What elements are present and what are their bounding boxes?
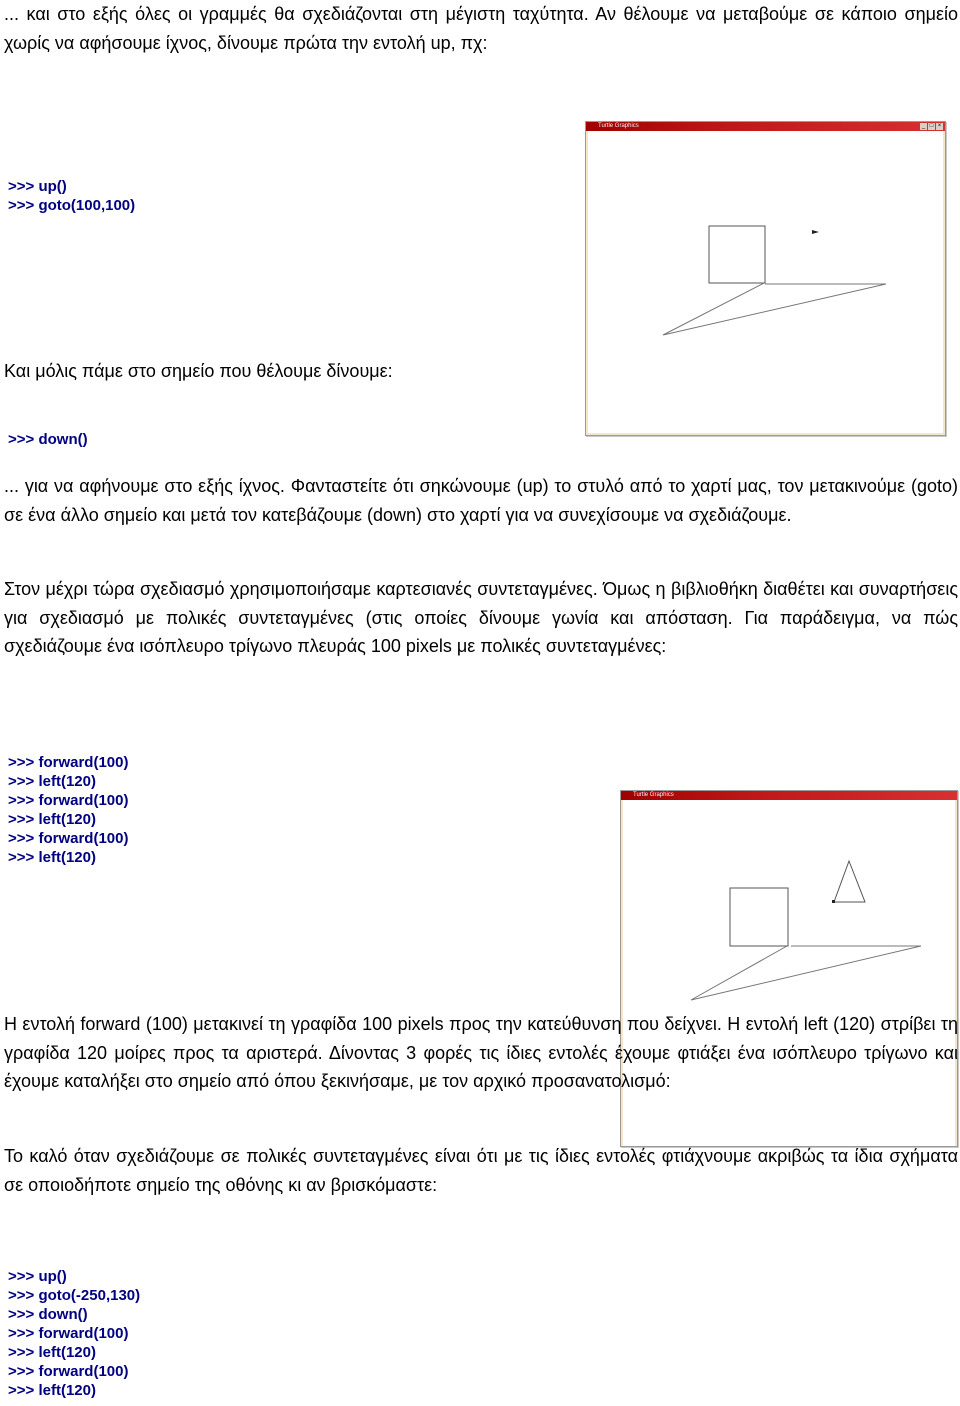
frame-left xyxy=(586,131,588,435)
equilateral-triangle xyxy=(834,861,865,902)
code-line: >>> down() xyxy=(8,431,88,448)
code-line: >>> forward(100) xyxy=(8,1363,129,1380)
frame-bottom xyxy=(586,433,945,435)
code-line: >>> forward(100) xyxy=(8,830,129,847)
close-icon[interactable]: × xyxy=(937,123,942,129)
square-shape xyxy=(709,226,765,283)
code-line: >>> goto(-250,130) xyxy=(8,1287,141,1304)
code-line: >>> forward(100) xyxy=(8,792,129,809)
turtle-canvas xyxy=(586,131,945,435)
code-line: >>> left(120) xyxy=(8,1382,96,1399)
code-line: >>> left(120) xyxy=(8,1344,96,1361)
square-shape xyxy=(730,888,788,946)
window-titlebar xyxy=(586,122,945,131)
frame-right xyxy=(943,131,945,435)
paragraph-polar-benefit: Το καλό όταν σχεδιάζουμε σε πολικές συντεταγμένες είναι ότι με τις ίδιες εντολές φτιάχνουμε ακριβώς τα ίδια σχήματα σε οποιοδήποτε σημείο της οθόνης κι αν βρισκόμαστε: xyxy=(4,1146,958,1195)
triangle-lines xyxy=(663,283,886,335)
code-line: >>> forward(100) xyxy=(8,1325,129,1342)
code-block-goto-triangle xyxy=(8,1267,140,1400)
paragraph-down-intro: Και μόλις πάμε στο σημείο που θέλουμε δίνουμε: xyxy=(4,361,393,381)
turtle-graphics-window-1 xyxy=(585,121,946,436)
code-block-down xyxy=(8,430,88,449)
window-titlebar xyxy=(621,791,957,800)
code-line: >>> left(120) xyxy=(8,849,96,866)
code-line: >>> down() xyxy=(8,1306,88,1323)
code-block-up-goto xyxy=(8,177,135,215)
triangle-lines xyxy=(691,946,921,1000)
code-line: >>> goto(100,100) xyxy=(8,197,136,214)
maximize-icon[interactable]: □ xyxy=(929,123,934,129)
code-line: >>> left(120) xyxy=(8,773,96,790)
paragraph-polar: Στον μέχρι τώρα σχεδιασμό χρησιμοποιήσαμε καρτεσιανές συντεταγμένες. Όμως η βιβλιοθήκη διαθέτει και συναρτήσεις για σχεδιασμό με πολικές συντεταγμένες (στις οποίες δίνουμε γωνία και απόσταση. Για παράδειγμα, να πώς σχεδιάζουμε ένα ισόπλευρο τρίγωνο πλευράς 100 pixels με πολικές συντεταγμένες: xyxy=(4,579,958,656)
minimize-icon[interactable]: _ xyxy=(921,123,926,129)
code-line: >>> forward(100) xyxy=(8,754,129,771)
paragraph-pen-explanation: ... για να αφήνουμε στο εξής ίχνος. Φανταστείτε ότι σηκώνουμε (up) το στυλό από το χαρτί μας, τον μετακινούμε (goto) σε ένα άλλο σημείο και μετά τον κατεβάζουμε (down) στο χαρτί για να συνεχίσουμε να σχεδιάζουμε. xyxy=(4,476,958,525)
code-line: >>> up() xyxy=(8,1268,67,1285)
turtle-cursor-icon xyxy=(832,900,835,903)
turtle-cursor-icon xyxy=(812,230,819,234)
code-block-triangle xyxy=(8,753,128,867)
window-title: Turtle Graphics xyxy=(598,123,639,129)
paragraph-forward-left: Η εντολή forward (100) μετακινεί τη γραφίδα 100 pixels προς την κατεύθυνση που δείχνει. Η εντολή left (120) στρίβει τη γραφίδα 120 μοίρες προς τα αριστερά. Δίνοντας 3 φορές τις ίδιες εντολές έχουμε φτιάξει ένα ισόπλευρο τρίγωνο και έχουμε καταλήξει στο σημείο από όπου ξεκινήσαμε, με τον αρχικό προσανατολισμό: xyxy=(4,1014,958,1091)
code-line: >>> left(120) xyxy=(8,811,96,828)
window-title: Turtle Graphics xyxy=(633,792,674,798)
intro-paragraph: ... και στο εξής όλες οι γραμμές θα σχεδιάζονται στη μέγιστη ταχύτητα. Αν θέλουμε να μεταβούμε σε κάποιο σημείο χωρίς να αφήσουμε ίχνος, δίνουμε πρώτα την εντολή up, πχ: xyxy=(4,4,958,53)
code-line: >>> up() xyxy=(8,178,67,195)
